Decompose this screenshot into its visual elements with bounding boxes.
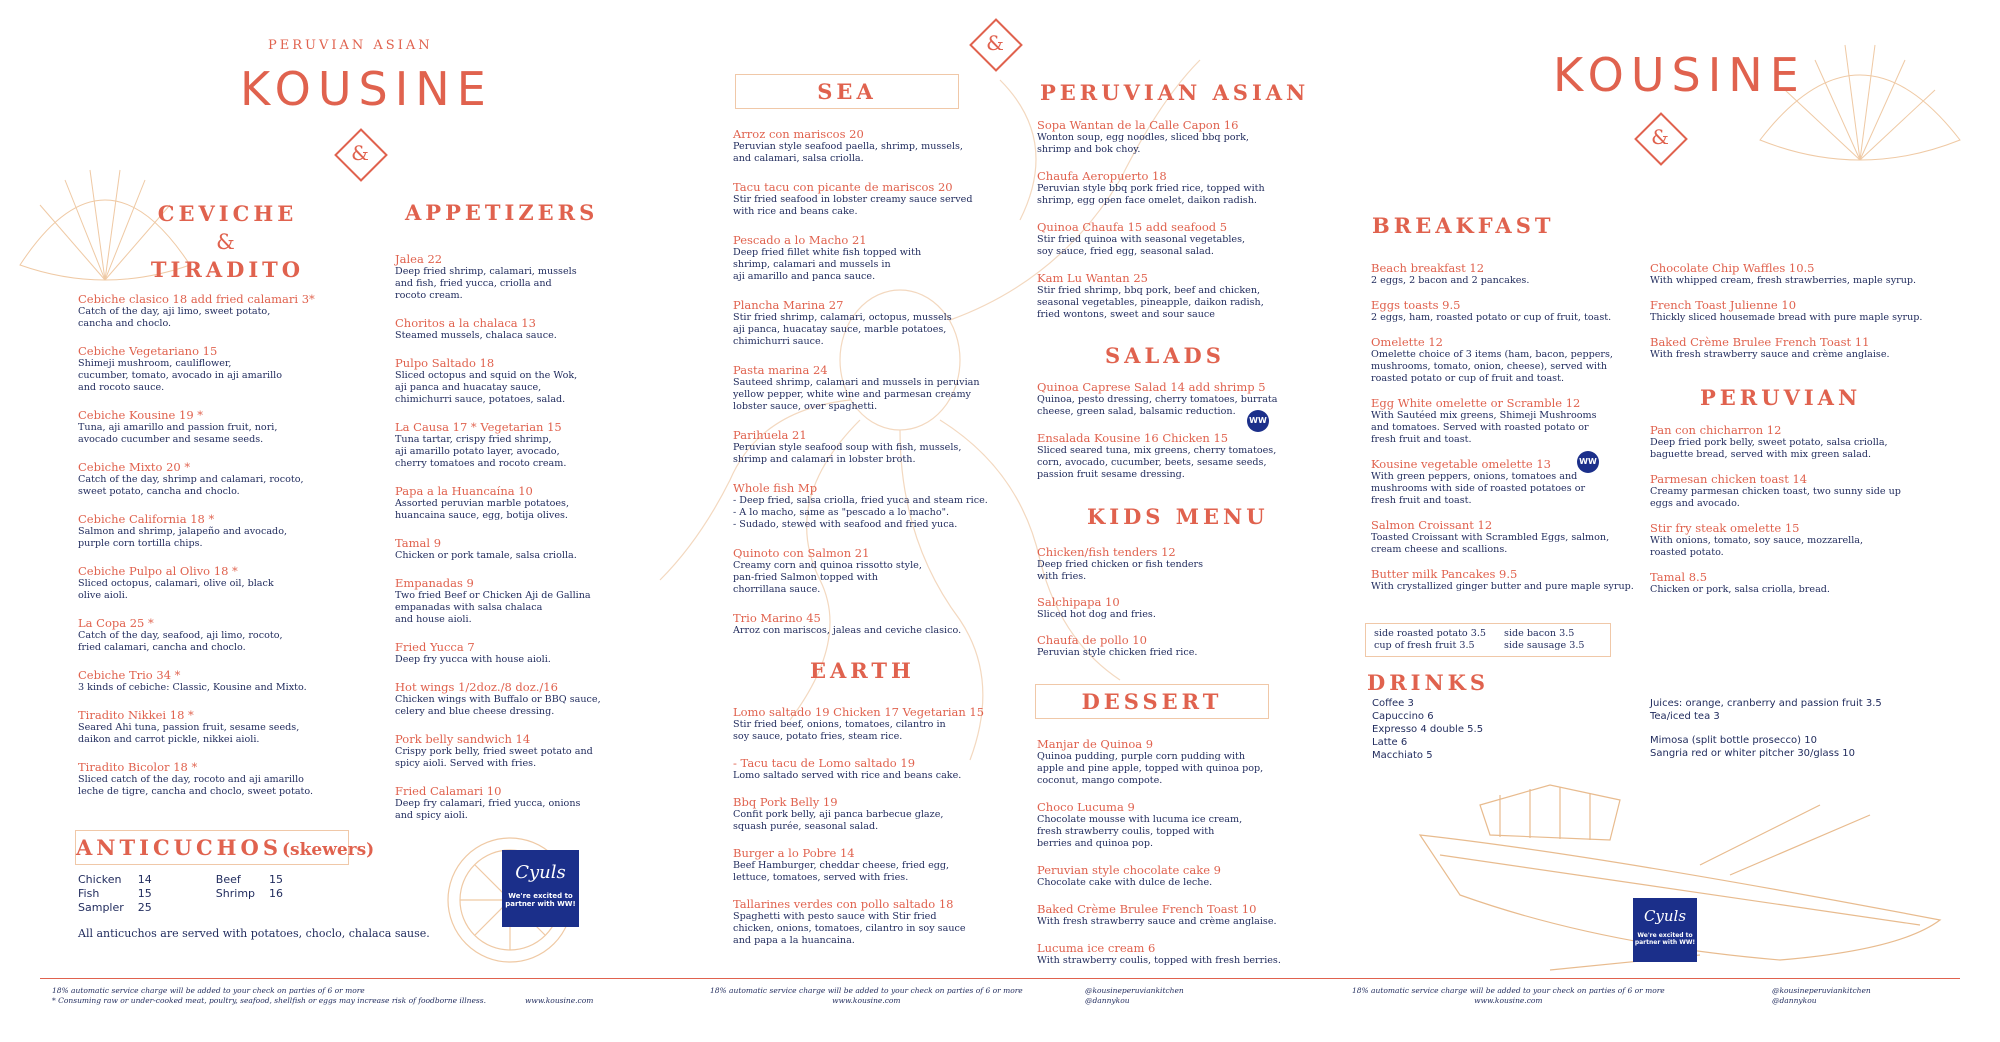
drinks-title: DRINKS bbox=[1367, 670, 1490, 695]
menu-item bbox=[1650, 521, 1940, 559]
menu-item-name: Pork belly sandwich 14 bbox=[395, 732, 531, 746]
drinks-list-left: Coffee 3 Capuccino 6 Expresso 4 double 5.5 Latte 6 Macchiato 5 bbox=[1372, 698, 1484, 761]
menu-item bbox=[395, 536, 625, 562]
footer-rule bbox=[40, 978, 1960, 979]
drinks-list-right-2: Mimosa (split bottle prosecco) 10 Sangria red or whiter pitcher 30/glass 10 bbox=[1650, 735, 1855, 759]
menu-item-name: Tamal 9 bbox=[395, 536, 442, 550]
menu-item-description: With strawberry coulis, topped with fresh berries. bbox=[1037, 955, 1281, 966]
dessert-list bbox=[1037, 737, 1317, 980]
menu-item bbox=[78, 668, 378, 694]
dessert-header bbox=[1035, 684, 1269, 719]
anticuchos-cell: 25 bbox=[137, 901, 152, 914]
anticuchos-cell: Fish bbox=[78, 887, 100, 900]
ceviche-list bbox=[78, 292, 378, 812]
anticuchos-title: ANTICUCHOS bbox=[76, 835, 282, 860]
appetizers-list bbox=[395, 252, 625, 836]
menu-item-name: Choritos a la chalaca 13 bbox=[395, 316, 536, 330]
menu-item-description: Peruvian style bbq pork fried rice, topped with shrimp, egg open face omelet, daikon radish. bbox=[1037, 183, 1265, 206]
menu-item bbox=[733, 233, 1018, 283]
menu-item bbox=[733, 127, 1018, 165]
menu-item bbox=[733, 897, 1018, 947]
menu-item bbox=[733, 363, 1018, 413]
menu-item bbox=[733, 756, 1018, 782]
badge-signature: Cyuls bbox=[515, 862, 566, 883]
menu-item-description: Tuna tartar, crispy fried shrimp, aji amarillo potato layer, avocado, cherry tomatoes and rocoto cream. bbox=[395, 434, 567, 469]
peruvian-title: PERUVIAN bbox=[1700, 385, 1862, 410]
menu-item bbox=[395, 316, 625, 342]
menu-item-description: With Sautéed mix greens, Shimeji Mushrooms and tomatoes. Served with roasted potato or fresh fruit and toast. bbox=[1371, 410, 1597, 445]
menu-item bbox=[733, 428, 1018, 466]
menu-item-description: Deep fried fillet white fish topped with shrimp, calamari and mussels in aji amarillo and panca sauce. bbox=[733, 247, 922, 282]
ampersand-diamond-icon: & bbox=[965, 18, 1025, 68]
menu-item-description: With whipped cream, fresh strawberries, maple syrup. bbox=[1650, 275, 1917, 286]
menu-item-name: Choco Lucuma 9 bbox=[1037, 800, 1135, 814]
anticuchos-header bbox=[75, 830, 375, 865]
menu-item-description: Sliced seared tuna, mix greens, cherry tomatoes, corn, avocado, cucumber, beets, sesame seeds, passion fruit sesame dressing. bbox=[1037, 445, 1277, 480]
menu-item-name: Ensalada Kousine 16 Chicken 15 bbox=[1037, 431, 1229, 445]
menu-item-name: Kousine vegetable omelette 13 bbox=[1371, 457, 1551, 471]
footer-middle: 18% automatic service charge will be added to your check on parties of 6 or more www.kousine.com bbox=[710, 986, 1023, 1005]
anticuchos-cell: 16 bbox=[269, 887, 284, 900]
menu-item-name: Chaufa Aeropuerto 18 bbox=[1037, 169, 1167, 183]
anticuchos-note: All anticuchos are served with potatoes, choclo, chalaca sause. bbox=[78, 927, 430, 940]
menu-item-description: With green peppers, onions, tomatoes and mushrooms with side of roasted potatoes or fresh fruit and toast. bbox=[1371, 471, 1586, 506]
menu-item-description: Two fried Beef or Chicken Aji de Gallina empanadas with salsa chalaca and house aioli. bbox=[395, 590, 591, 625]
menu-item bbox=[395, 252, 625, 302]
menu-item bbox=[1650, 570, 1940, 596]
badge-line2: partner with WW! bbox=[1634, 939, 1696, 946]
menu-item bbox=[395, 680, 625, 718]
anticuchos-row bbox=[78, 887, 297, 901]
menu-item-description: Catch of the day, shrimp and calamari, rocoto, sweet potato, cancha and choclo. bbox=[78, 474, 304, 497]
menu-item-name: Omelette 12 bbox=[1371, 335, 1443, 349]
anticuchos-cell: 15 bbox=[137, 887, 152, 900]
anticuchos-cell: 14 bbox=[137, 873, 152, 886]
anticuchos-cell: Chicken bbox=[78, 873, 122, 886]
menu-item-description: Deep fry calamari, fried yucca, onions and spicy aioli. bbox=[395, 798, 581, 821]
menu-item-description: Sliced octopus, calamari, olive oil, black olive aioli. bbox=[78, 578, 274, 601]
menu-item-name: Burger a lo Pobre 14 bbox=[733, 846, 855, 860]
badge-signature: Cyuls bbox=[1643, 907, 1687, 925]
menu-item bbox=[1037, 431, 1302, 481]
menu-item-name: Lucuma ice cream 6 bbox=[1037, 941, 1156, 955]
menu-item-name: Cebiche Mixto 20 * bbox=[78, 460, 191, 474]
side-item: side sausage 3.5 bbox=[1504, 640, 1585, 651]
menu-item bbox=[395, 576, 625, 626]
ceviche-title-line1: CEVICHE bbox=[157, 201, 298, 226]
menu-item-name: Baked Crème Brulee French Toast 11 bbox=[1650, 335, 1870, 349]
salads-list bbox=[1037, 380, 1302, 494]
menu-item-name: Cebiche California 18 * bbox=[78, 512, 215, 526]
menu-item-description: Chicken or pork, salsa criolla, bread. bbox=[1650, 584, 1830, 595]
menu-item bbox=[733, 795, 1018, 833]
anticuchos-cell: Beef bbox=[215, 873, 241, 886]
menu-item-name: Pan con chicharron 12 bbox=[1650, 423, 1782, 437]
drinks-list-right-1: Juices: orange, cranberry and passion fruit 3.5 Tea/iced tea 3 bbox=[1650, 698, 1882, 722]
kids-menu-list bbox=[1037, 545, 1302, 671]
menu-item-name: Parmesan chicken toast 14 bbox=[1650, 472, 1808, 486]
anticuchos-row bbox=[78, 873, 297, 887]
menu-item-description: Stir fried shrimp, calamari, octopus, mussels aji panca, huacatay sauce, marble potatoes, chimichurri sauce. bbox=[733, 312, 952, 347]
menu-item-name: Baked Crème Brulee French Toast 10 bbox=[1037, 902, 1257, 916]
menu-item bbox=[1371, 261, 1641, 287]
brand-logo-left: KOUSINE bbox=[240, 62, 493, 116]
menu-item-name: Quinoa Chaufa 15 add seafood 5 bbox=[1037, 220, 1228, 234]
anticuchos-cell: Sampler bbox=[78, 901, 124, 914]
ampersand-diamond-icon: & bbox=[330, 128, 390, 178]
menu-item-name: Cebiche Vegetariano 15 bbox=[78, 344, 218, 358]
anticuchos-cell: Shrimp bbox=[215, 887, 256, 900]
menu-item-description: Deep fried pork belly, sweet potato, salsa criolla, baguette bread, served with mix green salad. bbox=[1650, 437, 1888, 460]
menu-item-description: Beef Hamburger, cheddar cheese, fried egg, lettuce, tomatoes, served with fries. bbox=[733, 860, 950, 883]
menu-item-description: Chicken or pork tamale, salsa criolla. bbox=[395, 550, 577, 561]
menu-item bbox=[1371, 298, 1641, 324]
menu-item-name: Tiradito Nikkei 18 * bbox=[78, 708, 194, 722]
brand-logo-right: KOUSINE bbox=[1553, 48, 1806, 102]
peruvian-asian-title: PERUVIAN ASIAN bbox=[1040, 80, 1310, 105]
menu-item-description: Sliced catch of the day, rocoto and aji amarillo leche de tigre, cancha and choclo, sweet potato. bbox=[78, 774, 314, 797]
menu-item-description: Steamed mussels, chalaca sauce. bbox=[395, 330, 557, 341]
menu-item-description: Seared Ahi tuna, passion fruit, sesame seeds, daikon and carrot pickle, nikkei aioli. bbox=[78, 722, 300, 745]
footer-left-url: www.kousine.com bbox=[525, 996, 594, 1005]
menu-item bbox=[1037, 863, 1317, 889]
sea-list bbox=[733, 127, 1018, 652]
menu-item-description: Stir fried shrimp, bbq pork, beef and chicken, seasonal vegetables, pineapple, daikon radish, fried wontons, sweet and sour sauce bbox=[1037, 285, 1264, 320]
menu-item-description: Stir fried beef, onions, tomatoes, cilantro in soy sauce, potato fries, steam rice. bbox=[733, 719, 946, 742]
menu-item bbox=[733, 298, 1018, 348]
menu-item bbox=[78, 616, 378, 654]
menu-item bbox=[395, 356, 625, 406]
menu-item-name: Parihuela 21 bbox=[733, 428, 807, 442]
menu-item bbox=[733, 180, 1018, 218]
menu-item-name: Beach breakfast 12 bbox=[1371, 261, 1485, 275]
menu-item-description: - Deep fried, salsa criolla, fried yuca and steam rice. - A lo macho, same as "pescado a lo macho". - Sudado, stewed with seafood and fried yuca. bbox=[733, 495, 988, 530]
menu-item bbox=[1037, 271, 1317, 321]
anticuchos-row bbox=[78, 901, 297, 915]
menu-item bbox=[1650, 423, 1940, 461]
menu-item-description: Lomo saltado served with rice and beans cake. bbox=[733, 770, 962, 781]
menu-item-description: With crystallized ginger butter and pure maple syrup. bbox=[1371, 581, 1634, 592]
menu-item-name: La Copa 25 * bbox=[78, 616, 154, 630]
sides-row bbox=[1374, 628, 1602, 640]
menu-item-name: Chicken/fish tenders 12 bbox=[1037, 545, 1176, 559]
ww-logo-icon: WW bbox=[1577, 451, 1599, 473]
menu-item bbox=[733, 846, 1018, 884]
anticuchos-cell: 15 bbox=[269, 873, 284, 886]
menu-item-name: Jalea 22 bbox=[395, 252, 443, 266]
menu-item bbox=[1650, 335, 1940, 361]
menu-item-description: Creamy parmesan chicken toast, two sunny side up eggs and avocado. bbox=[1650, 486, 1901, 509]
menu-item-name: Bbq Pork Belly 19 bbox=[733, 795, 838, 809]
menu-item-name: Tiradito Bicolor 18 * bbox=[78, 760, 198, 774]
menu-item bbox=[78, 708, 378, 746]
menu-item-name: Tamal 8.5 bbox=[1650, 570, 1708, 584]
menu-item-description: 3 kinds of cebiche: Classic, Kousine and Mixto. bbox=[78, 682, 307, 693]
menu-item-description: 2 eggs, ham, roasted potato or cup of fruit, toast. bbox=[1371, 312, 1612, 323]
menu-item-name: Cebiche clasico 18 add fried calamari 3* bbox=[78, 292, 315, 306]
menu-item bbox=[1650, 298, 1940, 324]
breakfast-title: BREAKFAST bbox=[1372, 213, 1555, 238]
menu-item bbox=[1037, 220, 1317, 258]
peruvian-asian-list bbox=[1037, 118, 1317, 334]
menu-item-name: Arroz con mariscos 20 bbox=[733, 127, 864, 141]
dessert-title: DESSERT bbox=[1081, 689, 1223, 714]
sides-table bbox=[1374, 628, 1602, 652]
menu-item-description: Catch of the day, seafood, aji limo, rocoto, fried calamari, cancha and choclo. bbox=[78, 630, 283, 653]
side-item: side roasted potato 3.5 bbox=[1374, 628, 1487, 639]
menu-item bbox=[733, 611, 1018, 637]
breakfast-list-right bbox=[1650, 261, 1940, 372]
menu-item bbox=[1037, 902, 1317, 928]
side-item: cup of fresh fruit 3.5 bbox=[1374, 640, 1475, 651]
menu-item-name: Pulpo Saltado 18 bbox=[395, 356, 495, 370]
brand-subtitle: PERUVIAN ASIAN bbox=[268, 38, 433, 53]
menu-item-name: Cebiche Trio 34 * bbox=[78, 668, 181, 682]
menu-item-name: La Causa 17 * Vegetarian 15 bbox=[395, 420, 562, 434]
menu-item bbox=[395, 732, 625, 770]
menu-item-description: Stir fried seafood in lobster creamy sauce served with rice and beans cake. bbox=[733, 194, 973, 217]
menu-item-name: Trio Marino 45 bbox=[733, 611, 821, 625]
menu-item bbox=[1037, 169, 1317, 207]
menu-item bbox=[1371, 567, 1641, 593]
menu-item-name: Papa a la Huancaína 10 bbox=[395, 484, 533, 498]
menu-item-description: Shimeji mushroom, cauliflower, cucumber, tomato, avocado in aji amarillo and rocoto sauce. bbox=[78, 358, 283, 393]
menu-item bbox=[733, 546, 1018, 596]
menu-item bbox=[1371, 457, 1641, 507]
menu-item bbox=[1371, 335, 1641, 385]
ampersand-diamond-icon: & bbox=[1630, 112, 1690, 162]
menu-item bbox=[395, 784, 625, 822]
anticuchos-cell bbox=[216, 901, 269, 915]
menu-item-name: French Toast Julienne 10 bbox=[1650, 298, 1797, 312]
earth-list bbox=[733, 705, 1018, 960]
menu-item bbox=[1650, 261, 1940, 287]
menu-item bbox=[78, 512, 378, 550]
menu-item bbox=[1037, 633, 1302, 659]
footer-right: 18% automatic service charge will be added to your check on parties of 6 or more www.kousine.com bbox=[1352, 986, 1665, 1005]
menu-item-description: Salmon and shrimp, jalapeño and avocado, purple corn tortilla chips. bbox=[78, 526, 288, 549]
sides-row bbox=[1374, 640, 1602, 652]
menu-item bbox=[1037, 118, 1317, 156]
ww-partner-badge bbox=[502, 850, 579, 927]
menu-item-name: Chaufa de pollo 10 bbox=[1037, 633, 1147, 647]
anticuchos-title-suffix: (skewers) bbox=[281, 840, 375, 860]
menu-item bbox=[78, 408, 378, 446]
menu-item-name: Eggs toasts 9.5 bbox=[1371, 298, 1461, 312]
menu-item-description: Omelette choice of 3 items (ham, bacon, peppers, mushrooms, tomato, onion, cheese), served with roasted potato or cup of fruit and toast. bbox=[1371, 349, 1613, 384]
menu-item bbox=[733, 705, 1018, 743]
menu-item bbox=[1037, 595, 1302, 621]
menu-item-name: - Tacu tacu de Lomo saltado 19 bbox=[733, 756, 916, 770]
ceviche-section-title bbox=[140, 200, 315, 284]
menu-item bbox=[1371, 518, 1641, 556]
menu-item-description: Chocolate cake with dulce de leche. bbox=[1037, 877, 1213, 888]
menu-item-name: Cebiche Pulpo al Olivo 18 * bbox=[78, 564, 238, 578]
menu-item bbox=[1650, 472, 1940, 510]
appetizers-title: APPETIZERS bbox=[405, 200, 599, 225]
badge-line1: We're excited to bbox=[1637, 932, 1693, 939]
kids-menu-title: KIDS MENU bbox=[1087, 504, 1269, 529]
anticuchos-cell bbox=[269, 901, 297, 915]
menu-item-name: Plancha Marina 27 bbox=[733, 298, 844, 312]
menu-item-description: With fresh strawberry sauce and crème anglaise. bbox=[1650, 349, 1890, 360]
menu-item-description: Thickly sliced housemade bread with pure maple syrup. bbox=[1650, 312, 1923, 323]
ceviche-title-line2: TIRADITO bbox=[150, 257, 305, 282]
menu-item-description: Chocolate mousse with lucuma ice cream, fresh strawberry coulis, topped with berries and quinoa pop. bbox=[1037, 814, 1243, 849]
badge-line2: partner with WW! bbox=[505, 900, 576, 908]
menu-item-description: Deep fry yucca with house aioli. bbox=[395, 654, 551, 665]
menu-item-description: Toasted Croissant with Scrambled Eggs, salmon, cream cheese and scallions. bbox=[1371, 532, 1610, 555]
menu-item-name: Chocolate Chip Waffles 10.5 bbox=[1650, 261, 1815, 275]
menu-item-name: Quinoto con Salmon 21 bbox=[733, 546, 870, 560]
menu-item bbox=[1037, 800, 1317, 850]
menu-item-description: Spaghetti with pesto sauce with Stir fried chicken, onions, tomatoes, cilantro in soy sauce and papa a la huancaina. bbox=[733, 911, 966, 946]
menu-item-description: Stir fried quinoa with seasonal vegetables, soy sauce, fried egg, seasonal salad. bbox=[1037, 234, 1246, 257]
menu-item-name: Whole fish Mp bbox=[733, 481, 818, 495]
menu-item-name: Pescado a lo Macho 21 bbox=[733, 233, 867, 247]
menu-item bbox=[1037, 545, 1302, 583]
menu-item-name: Hot wings 1/2doz./8 doz./16 bbox=[395, 680, 558, 694]
menu-item-name: Tallarines verdes con pollo saltado 18 bbox=[733, 897, 954, 911]
menu-item-name: Quinoa Caprese Salad 14 add shrimp 5 bbox=[1037, 380, 1266, 394]
footer-middle-social: @kousineperuviankitchen @dannykou bbox=[1085, 986, 1184, 1005]
menu-item-name: Sopa Wantan de la Calle Capon 16 bbox=[1037, 118, 1239, 132]
menu-item-name: Stir fry steak omelette 15 bbox=[1650, 521, 1800, 535]
sea-header bbox=[735, 74, 959, 109]
sea-title: SEA bbox=[817, 79, 877, 104]
menu-item-description: Peruvian style seafood paella, shrimp, mussels, and calamari, salsa criolla. bbox=[733, 141, 963, 164]
menu-item bbox=[395, 420, 625, 470]
menu-item-name: Salmon Croissant 12 bbox=[1371, 518, 1493, 532]
menu-item-description: Sliced hot dog and fries. bbox=[1037, 609, 1156, 620]
menu-item-description: 2 eggs, 2 bacon and 2 pancakes. bbox=[1371, 275, 1530, 286]
menu-item bbox=[78, 760, 378, 798]
menu-item-description: Tuna, aji amarillo and passion fruit, nori, avocado cucumber and sesame seeds. bbox=[78, 422, 278, 445]
menu-item bbox=[78, 292, 378, 330]
menu-item-name: Salchipapa 10 bbox=[1037, 595, 1120, 609]
menu-item-description: Peruvian style seafood soup with fish, mussels, shrimp and calamari in lobster broth. bbox=[733, 442, 962, 465]
menu-item-description: Chicken wings with Buffalo or BBQ sauce, celery and blue cheese dressing. bbox=[395, 694, 601, 717]
menu-item bbox=[395, 640, 625, 666]
menu-item-name: Peruvian style chocolate cake 9 bbox=[1037, 863, 1221, 877]
menu-item bbox=[78, 564, 378, 602]
menu-item bbox=[1037, 737, 1317, 787]
menu-item bbox=[78, 460, 378, 498]
menu-item-name: Cebiche Kousine 19 * bbox=[78, 408, 204, 422]
footer-right-social: @kousineperuviankitchen @dannykou bbox=[1772, 986, 1871, 1005]
menu-item-description: With fresh strawberry sauce and crème anglaise. bbox=[1037, 916, 1277, 927]
ceviche-title-amp: & bbox=[216, 230, 239, 254]
breakfast-sides-box bbox=[1365, 623, 1611, 657]
menu-item-name: Fried Yucca 7 bbox=[395, 640, 475, 654]
menu-item bbox=[1037, 941, 1317, 967]
anticuchos-table bbox=[78, 873, 297, 915]
side-item: side bacon 3.5 bbox=[1504, 628, 1575, 639]
menu-item-name: Tacu tacu con picante de mariscos 20 bbox=[733, 180, 953, 194]
ww-partner-badge bbox=[1633, 898, 1697, 962]
menu-item-description: Assorted peruvian marble potatoes, huancaina sauce, egg, botija olives. bbox=[395, 498, 569, 521]
menu-item-description: Crispy pork belly, fried sweet potato and spicy aioli. Served with fries. bbox=[395, 746, 593, 769]
badge-line1: We're excited to bbox=[508, 892, 573, 900]
menu-item-description: Arroz con mariscos, jaleas and ceviche clasico. bbox=[733, 625, 962, 636]
menu-item-description: Sliced octopus and squid on the Wok, aji panca and huacatay sauce, chimichurri sauce, potatoes, salad. bbox=[395, 370, 578, 405]
menu-item-name: Pasta marina 24 bbox=[733, 363, 828, 377]
menu-item bbox=[78, 344, 378, 394]
menu-item-name: Kam Lu Wantan 25 bbox=[1037, 271, 1148, 285]
menu-item-name: Butter milk Pancakes 9.5 bbox=[1371, 567, 1518, 581]
menu-item-name: Lomo saltado 19 Chicken 17 Vegetarian 15 bbox=[733, 705, 985, 719]
menu-item-description: Quinoa, pesto dressing, cherry tomatoes, burrata cheese, green salad, balsamic reduction. bbox=[1037, 394, 1278, 417]
peruvian-list bbox=[1650, 423, 1940, 607]
menu-item bbox=[733, 481, 1018, 531]
menu-item-description: Quinoa pudding, purple corn pudding with apple and pine apple, topped with quinoa pop, coconut, mango compote. bbox=[1037, 751, 1264, 786]
menu-item-name: Egg White omelette or Scramble 12 bbox=[1371, 396, 1581, 410]
ww-logo-icon: WW bbox=[1247, 410, 1269, 432]
menu-item-description: Peruvian style chicken fried rice. bbox=[1037, 647, 1198, 658]
menu-item-description: Creamy corn and quinoa rissotto style, pan-fried Salmon topped with chorrillana sauce. bbox=[733, 560, 922, 595]
menu-item-description: Wonton soup, egg noodles, sliced bbq pork, shrimp and bok choy. bbox=[1037, 132, 1249, 155]
menu-item-description: Deep fried shrimp, calamari, mussels and fish, fried yucca, criolla and rocoto cream. bbox=[395, 266, 577, 301]
earth-title: EARTH bbox=[810, 658, 915, 683]
menu-item-name: Empanadas 9 bbox=[395, 576, 474, 590]
menu-item-description: Deep fried chicken or fish tenders with fries. bbox=[1037, 559, 1204, 582]
menu-item-description: With onions, tomato, soy sauce, mozzarella, roasted potato. bbox=[1650, 535, 1864, 558]
menu-item-name: Manjar de Quinoa 9 bbox=[1037, 737, 1154, 751]
menu-item-description: Sauteed shrimp, calamari and mussels in peruvian yellow pepper, white wine and parmesan creamy lobster sauce, over spaghetti. bbox=[733, 377, 980, 412]
menu-item-description: Catch of the day, aji limo, sweet potato, cancha and choclo. bbox=[78, 306, 271, 329]
menu-item-name: Fried Calamari 10 bbox=[395, 784, 502, 798]
menu-item bbox=[395, 484, 625, 522]
salads-title: SALADS bbox=[1105, 343, 1225, 368]
menu-item bbox=[1371, 396, 1641, 446]
menu-item-description: Confit pork belly, aji panca barbecue glaze, squash purée, seasonal salad. bbox=[733, 809, 944, 832]
breakfast-list-left bbox=[1371, 261, 1641, 604]
footer-left: 18% automatic service charge will be added to your check on parties of 6 or more * Consuming raw or under-cooked meat, poultry, seafood, shellfish or eggs may increase risk of foodborne illness. bbox=[52, 986, 486, 1005]
